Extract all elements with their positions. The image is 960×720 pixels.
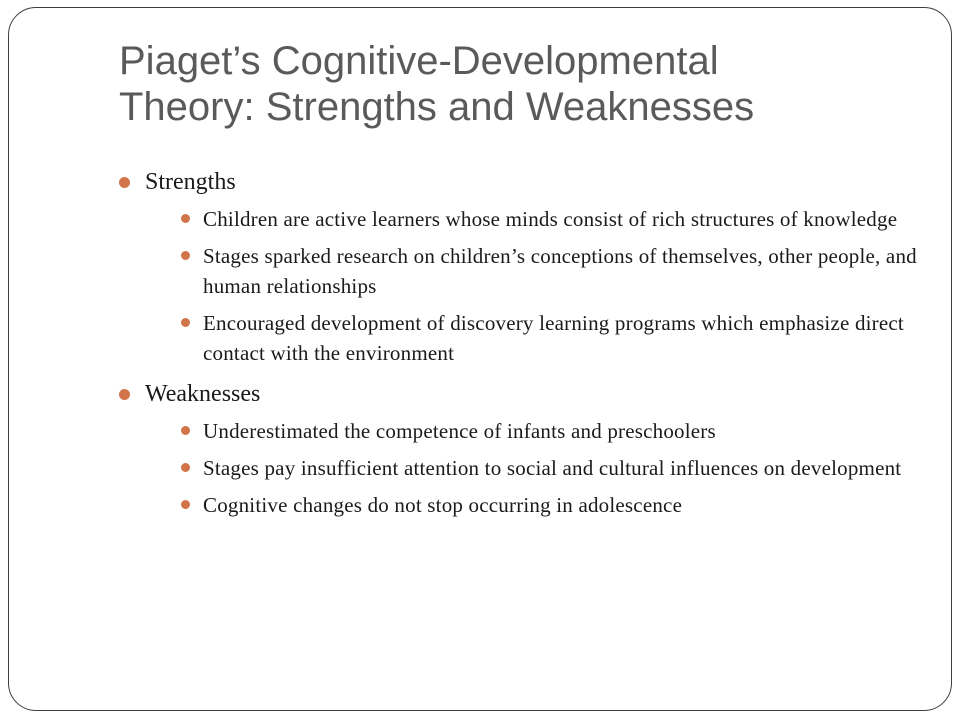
section-heading: Strengths (145, 169, 236, 195)
slide-title (119, 38, 919, 130)
strengths-list (145, 204, 917, 368)
bullet-dot-icon (181, 500, 190, 509)
bullet-dot-icon (181, 463, 190, 472)
list-item-text: Stages pay insufficient attention to social and cultural influences on development (203, 456, 902, 480)
list-item-text: Stages sparked research on children’s conceptions of themselves, other people, and human relationships (203, 244, 917, 298)
list-item-text: Children are active learners whose minds consist of rich structures of knowledge (203, 207, 898, 231)
bullet-dot-icon (181, 214, 190, 223)
bullet-dot-icon (181, 426, 190, 435)
section-heading: Weaknesses (145, 381, 261, 407)
slide-title-line-2: Theory: Strengths and Weaknesses (119, 85, 755, 129)
list-item (175, 453, 917, 483)
list-item (175, 308, 917, 368)
list-item-text: Cognitive changes do not stop occurring in adolescence (203, 493, 683, 517)
bullet-dot-icon (119, 389, 130, 400)
bullet-dot-icon (181, 318, 190, 327)
weaknesses-list (145, 416, 917, 520)
bullet-list (117, 166, 917, 520)
list-item-text: Encouraged development of discovery learning programs which emphasize direct contact with the environment (203, 311, 904, 365)
list-item (175, 490, 917, 520)
bullet-dot-icon (181, 251, 190, 260)
section-weaknesses (117, 378, 917, 520)
list-item-text: Underestimated the competence of infants and preschoolers (203, 419, 716, 443)
list-item (175, 241, 917, 301)
slide-body (117, 166, 917, 527)
slide-title-line-1: Piaget’s Cognitive-Developmental (119, 39, 719, 83)
list-item (175, 204, 917, 234)
list-item (175, 416, 917, 446)
section-strengths (117, 166, 917, 368)
bullet-dot-icon (119, 177, 130, 188)
slide-frame (8, 7, 952, 711)
